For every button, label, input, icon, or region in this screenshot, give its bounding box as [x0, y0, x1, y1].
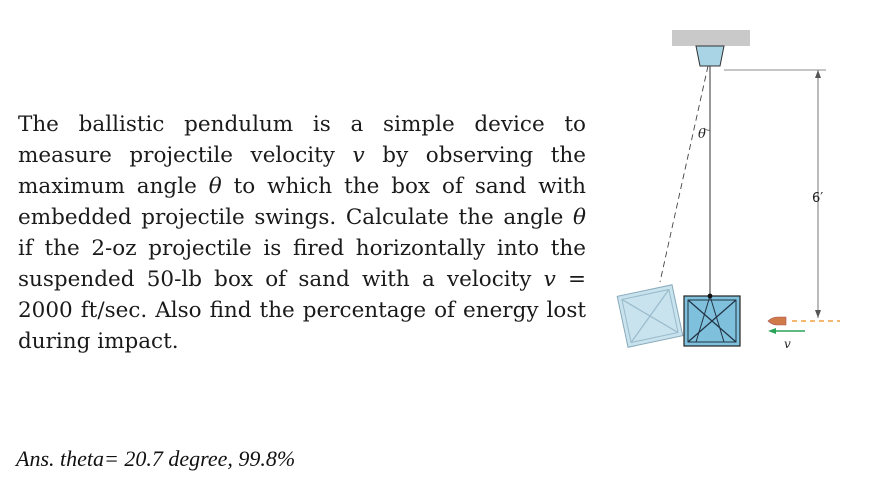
- theta-symbol: θ: [573, 205, 586, 230]
- velocity-label: v: [784, 337, 791, 351]
- swung-pendulum-line: [660, 66, 708, 282]
- problem-text: if the 2-oz projectile is fired horizontally into the suspended 50-lb box of sand with a velocity: [18, 236, 586, 292]
- velocity-symbol: v: [352, 143, 365, 168]
- sand-box: [684, 294, 740, 346]
- theta-label: θ: [698, 127, 706, 142]
- dimension-arrow-top: [815, 70, 821, 78]
- dimension-arrow-bottom: [815, 310, 821, 318]
- problem-statement: [18, 109, 586, 357]
- projectile: [768, 317, 786, 325]
- answer-text: Ans. theta= 20.7 degree, 99.8%: [16, 446, 296, 471]
- problem-text: to which the box of sand with embedded projectile swings. Calculate the angle: [18, 174, 586, 230]
- length-label: 6′: [812, 191, 824, 206]
- problem-text: = 2000 ft/sec. Also find the percentage of energy lost during impact.: [18, 267, 586, 354]
- theta-symbol: θ: [208, 174, 222, 199]
- velocity-symbol: v: [543, 267, 556, 292]
- problem-text: by observing the maximum angle: [18, 143, 586, 199]
- ceiling: [672, 30, 750, 46]
- problem-text: The ballistic pendulum is a simple device to measure projectile velocity: [18, 112, 586, 168]
- pendulum-figure: [600, 20, 872, 360]
- problem-paragraph: [18, 109, 586, 357]
- velocity-arrowhead: [768, 328, 776, 334]
- pendulum-diagram: [600, 20, 872, 360]
- swung-box: [617, 285, 683, 348]
- pivot-mount: [696, 46, 724, 66]
